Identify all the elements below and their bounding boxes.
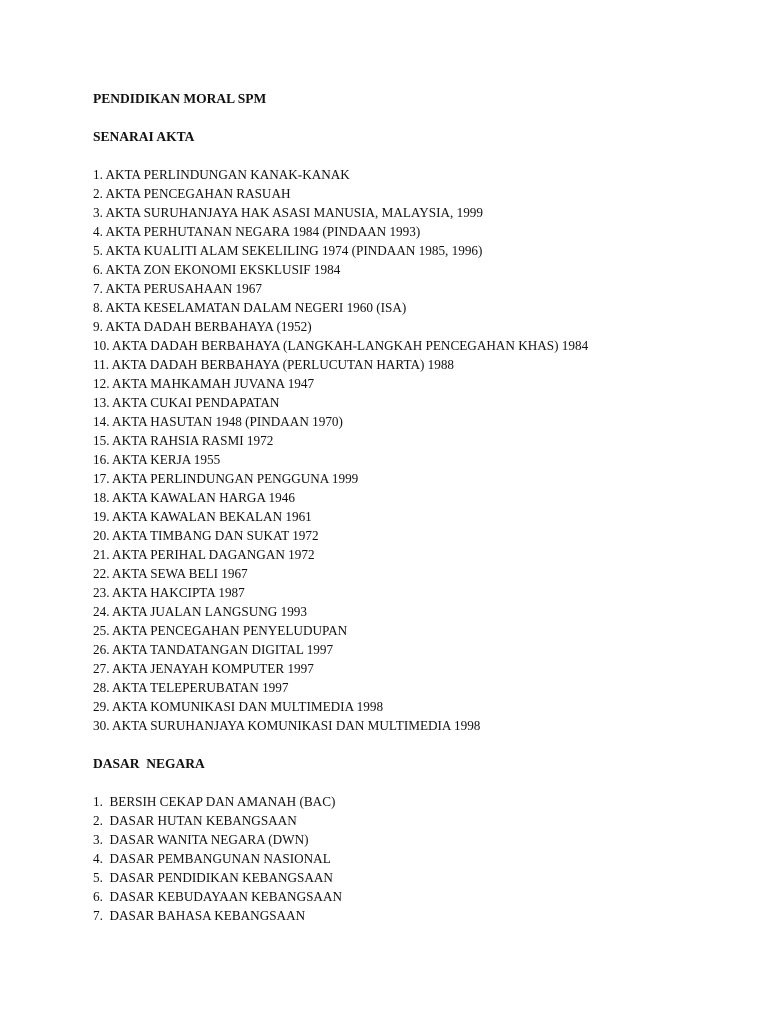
section-spacer	[93, 735, 733, 754]
akta-list-item: 24. AKTA JUALAN LANGSUNG 1993	[93, 604, 307, 619]
document-page	[93, 89, 733, 925]
dasar-list	[93, 792, 733, 925]
akta-list-item: 11. AKTA DADAH BERBAHAYA (PERLUCUTAN HARTA) 1988	[93, 357, 455, 372]
akta-list-item: 17. AKTA PERLINDUNGAN PENGGUNA 1999	[93, 471, 359, 486]
akta-list-item: 4. AKTA PERHUTANAN NEGARA 1984 (PINDAAN 1993)	[93, 224, 421, 239]
akta-list-item: 5. AKTA KUALITI ALAM SEKELILING 1974 (PINDAAN 1985, 1996)	[93, 243, 483, 258]
dasar-list-item: 1. BERSIH CEKAP DAN AMANAH (BAC)	[93, 794, 336, 809]
dasar-list-item: 5. DASAR PENDIDIKAN KEBANGSAAN	[93, 870, 333, 885]
akta-list-item: 28. AKTA TELEPERUBATAN 1997	[93, 680, 289, 695]
akta-list-item: 22. AKTA SEWA BELI 1967	[93, 566, 248, 581]
akta-list-item: 15. AKTA RAHSIA RASMI 1972	[93, 433, 274, 448]
akta-list-item: 30. AKTA SURUHANJAYA KOMUNIKASI DAN MULTIMEDIA 1998	[93, 718, 481, 733]
akta-list-item: 7. AKTA PERUSAHAAN 1967	[93, 281, 262, 296]
dasar-list-item: 2. DASAR HUTAN KEBANGSAAN	[93, 813, 297, 828]
dasar-section-heading: DASAR NEGARA	[93, 756, 205, 771]
akta-list-item: 29. AKTA KOMUNIKASI DAN MULTIMEDIA 1998	[93, 699, 384, 714]
akta-list-item: 1. AKTA PERLINDUNGAN KANAK-KANAK	[93, 167, 350, 182]
akta-list	[93, 165, 733, 735]
akta-list-item: 3. AKTA SURUHANJAYA HAK ASASI MANUSIA, MALAYSIA, 1999	[93, 205, 483, 220]
akta-list-item: 9. AKTA DADAH BERBAHAYA (1952)	[93, 319, 312, 334]
akta-list-item: 10. AKTA DADAH BERBAHAYA (LANGKAH-LANGKAH PENCEGAHAN KHAS) 1984	[93, 338, 589, 353]
akta-list-item: 13. AKTA CUKAI PENDAPATAN	[93, 395, 280, 410]
akta-list-item: 14. AKTA HASUTAN 1948 (PINDAAN 1970)	[93, 414, 343, 429]
akta-list-item: 20. AKTA TIMBANG DAN SUKAT 1972	[93, 528, 319, 543]
akta-list-item: 16. AKTA KERJA 1955	[93, 452, 221, 467]
dasar-list-item: 7. DASAR BAHASA KEBANGSAAN	[93, 908, 306, 923]
akta-list-item: 27. AKTA JENAYAH KOMPUTER 1997	[93, 661, 314, 676]
dasar-list-item: 4. DASAR PEMBANGUNAN NASIONAL	[93, 851, 331, 866]
dasar-list-item: 6. DASAR KEBUDAYAAN KEBANGSAAN	[93, 889, 342, 904]
akta-list-item: 21. AKTA PERIHAL DAGANGAN 1972	[93, 547, 315, 562]
akta-list-item: 25. AKTA PENCEGAHAN PENYELUDUPAN	[93, 623, 348, 638]
akta-list-item: 26. AKTA TANDATANGAN DIGITAL 1997	[93, 642, 334, 657]
akta-section-heading: SENARAI AKTA	[93, 129, 195, 144]
akta-list-item: 6. AKTA ZON EKONOMI EKSKLUSIF 1984	[93, 262, 341, 277]
akta-list-item: 18. AKTA KAWALAN HARGA 1946	[93, 490, 295, 505]
akta-list-item: 23. AKTA HAKCIPTA 1987	[93, 585, 245, 600]
dasar-list-item: 3. DASAR WANITA NEGARA (DWN)	[93, 832, 309, 847]
akta-list-item: 19. AKTA KAWALAN BEKALAN 1961	[93, 509, 312, 524]
akta-list-item: 2. AKTA PENCEGAHAN RASUAH	[93, 186, 291, 201]
akta-list-item: 12. AKTA MAHKAMAH JUVANA 1947	[93, 376, 315, 391]
document-title: PENDIDIKAN MORAL SPM	[93, 91, 267, 106]
akta-list-item: 8. AKTA KESELAMATAN DALAM NEGERI 1960 (ISA)	[93, 300, 407, 315]
